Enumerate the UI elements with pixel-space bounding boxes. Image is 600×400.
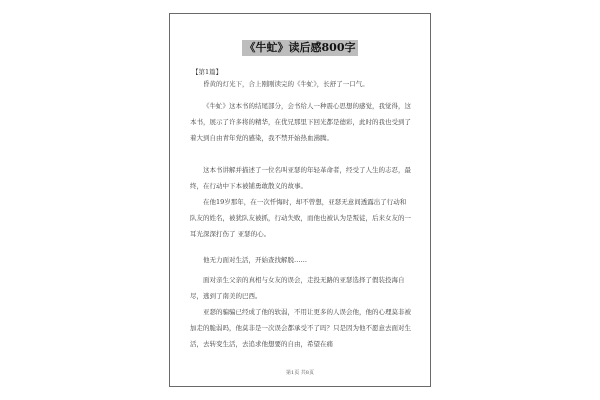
title-text: 《牛虻》读后感800字: [242, 40, 359, 56]
section-label: 【第1篇】: [192, 68, 223, 76]
paragraph-4: 在他19岁那年，在一次忏悔时，却不曾想，亚瑟无意间透露出了行动和队友的姓名，被犹队友被抓，行动失败，而他也被认为是叛徒，后来女友的一耳光深深打伤了 亚瑟的心。: [190, 198, 411, 238]
document-page: [169, 13, 431, 387]
paragraph-1: 昏黄的灯光下，合上刚刚读完的《牛虻》，长舒了一口气。: [203, 80, 369, 88]
paragraph-5: 他无力面对生活，开始查找解脱……: [203, 256, 307, 264]
paragraph-3: 这本书讲解并描述了一位名叫亚瑟的年轻革命者，经受了人生的志忍，最终，在行动中下本被铺勇敢散义的故事。: [190, 166, 411, 190]
document-title: [170, 36, 430, 56]
paragraph-2: 《牛虻》这本书的结尾部分，会书给人一种震心思想的感觉，我觉得，这本书，展示了许多将的精华，在优兄那里下回光都是德彩，此时的我也受到了着大到自由青年党的感染，我不禁开始热血沸腾。: [190, 102, 411, 142]
page-footer: 第1页 共8页: [286, 370, 314, 376]
paragraph-6: 面对亲生父亲的真相与女友的误会，走投无路的亚瑟选择了假装投海自尽，逃到了南美的巴西。: [190, 276, 405, 300]
paragraph-7: 亚瑟的骗骗已经成了他的软弱，不用让更多的人误会他，他的心理莫非被加走的脆弱吗，他莫非是一次误会都承受不了吗？只是因为他不愿意去面对生活，去转变生活，去追求他想要的自由，希望在痛: [190, 308, 411, 348]
